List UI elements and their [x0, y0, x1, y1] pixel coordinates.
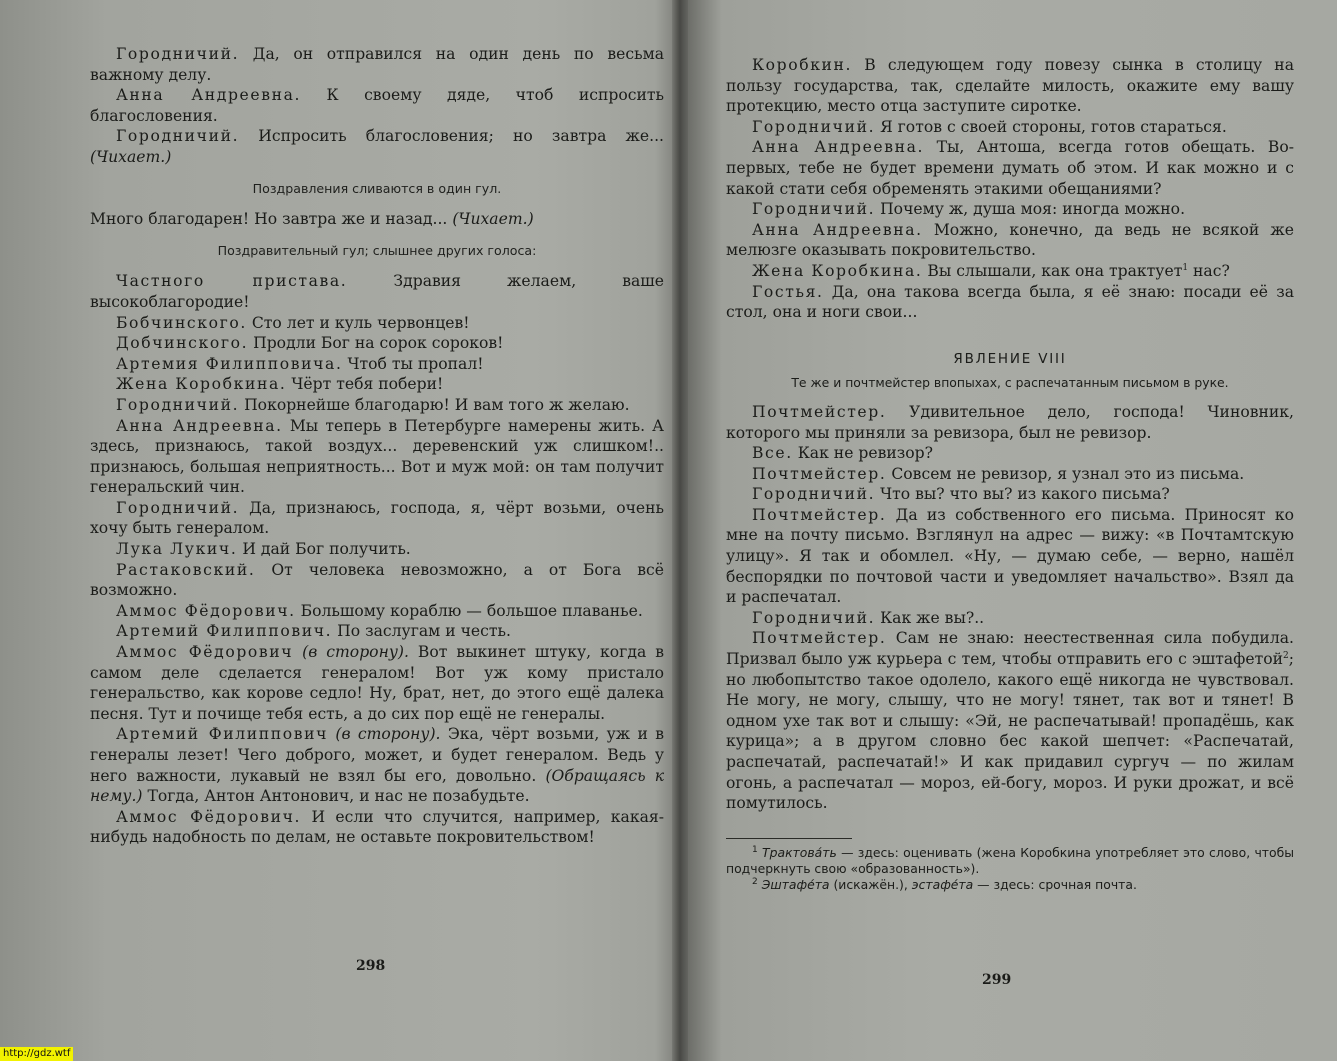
dialogue-line — [726, 628, 1294, 813]
dialogue-line — [90, 271, 664, 312]
dialogue-line — [90, 642, 664, 724]
line-text: Да, она такова всегда была, я её знаю: посади её за стол, она и ноги свои... — [726, 282, 1294, 322]
dialogue-line — [90, 85, 664, 126]
dialogue-line — [726, 505, 1294, 608]
line-text: нас? — [1188, 261, 1230, 280]
scene-subtitle: Те же и почтмейстер впопыхах, с распечатанным письмом в руке. — [791, 375, 1229, 391]
dialogue-line — [726, 443, 1294, 464]
footnote-term: эстафе́та — [911, 876, 974, 892]
left-page-number: 298 — [356, 958, 386, 974]
line-text: Чёрт тебя побери! — [286, 375, 444, 394]
speaker-name: Гостья. — [752, 282, 824, 301]
footnote-number: 2 — [752, 876, 758, 887]
line-text: Сам не знаю: неестественная сила побудила. Призвал было уж курьера с тем, чтобы отправить его с эштафетой — [726, 629, 1294, 669]
line-text: Да, он отправился на один день по весьма важному делу. — [90, 45, 664, 84]
line-text: Вы слышали, как она трактует — [922, 261, 1183, 280]
line-text: Да из собственного его письма. Приносят ко мне на почту письмо. Взглянул на адрес — вижу: «в Почтамтскую улицу». Я так и обомлел. «Ну, — думаю себе, — верно, нашёл беспорядки по почтовой части и уведомляет начальство». Взял да и распечатал. — [726, 505, 1294, 607]
speaker-name: Артемий Филиппович — [116, 725, 329, 744]
speaker-name: Частного пристава. — [116, 272, 348, 291]
speaker-name: Все. — [752, 444, 793, 463]
speaker-name: Анна Андреевна. — [752, 138, 925, 157]
dialogue-line — [90, 601, 664, 622]
line-text: Можно, конечно, да ведь не всякой же мелюзге оказывать покровительство. — [726, 220, 1294, 260]
dialogue-line — [90, 354, 664, 375]
footnote-marker: 2 — [1283, 650, 1289, 661]
footnote-rule — [726, 838, 852, 839]
speaker-name: Анна Андреевна. — [116, 86, 302, 105]
speaker-name: Почтмейстер. — [752, 505, 887, 524]
left-page — [90, 44, 664, 848]
speaker-name: Аммос Фёдорович. — [116, 601, 296, 620]
speaker-name: Коробкин. — [752, 56, 853, 74]
footnote-text: — здесь: оценивать (жена Коробкина употребляет это слово, чтобы подчеркнуть свою «образованность»). — [726, 844, 1294, 876]
right-page-number: 299 — [982, 972, 1012, 988]
line-text: Эка, чёрт возьми, уж и в генералы лезет! Чего доброго, может, и будет генералом. Ведь у него важности, лукавый не взял бы его, довольно. — [90, 725, 665, 785]
right-page-dialogue — [726, 55, 1294, 323]
line-text: Покорнейше благодарю! И вам того ж желаю. — [239, 395, 630, 414]
line-text: Совсем не ревизор, я узнал это из письма. — [886, 464, 1245, 483]
line-text: Продли Бог на сорок сороков! — [248, 334, 504, 353]
speaker-name: Городничий. — [752, 485, 876, 504]
line-text: Как не ревизор? — [792, 444, 934, 463]
stage-remark: (Чихает.) — [90, 147, 172, 166]
line-text: Тогда, Антон Антонович, и нас не позабудьте. — [142, 787, 530, 806]
speaker-name: Жена Коробкина. — [116, 375, 287, 394]
footnotes — [726, 845, 1294, 893]
line-text: Вот выкинет штуку, когда в самом деле сделается генералом! Вот уж кому пристало генеральство, как корове седло! Ну, брат, нет, до этого ещё далека песня. Тут и почище тебя есть, а до сих пор ещё не генералы. — [90, 643, 665, 723]
footnote-marker: 1 — [1182, 262, 1189, 273]
dialogue-line — [90, 539, 664, 560]
dialogue-line — [90, 126, 664, 167]
dialogue-line — [90, 807, 664, 848]
footnote-term: Эштафе́та — [761, 876, 830, 892]
speaker-name: Городничий. — [752, 117, 876, 136]
line-text: Почему ж, душа моя: иногда можно. — [875, 200, 1186, 219]
dialogue-line — [90, 209, 664, 230]
stage-remark: (Чихает.) — [452, 210, 534, 229]
speaker-name: Аммос Фёдорович. — [116, 807, 302, 826]
speaker-name: Анна Андреевна. — [116, 416, 283, 435]
dialogue-line — [726, 402, 1294, 443]
line-text: Здравия желаем, ваше высокоблагородие! — [90, 272, 664, 311]
line-text: Что вы? что вы? из какого письма? — [875, 485, 1170, 504]
line-text: ; но любопытство такое одолело, какого ещё никогда не чувствовал. Не могу, не могу, слышу, что не могу! тянет, так вот и тянет! В одном ухе так вот и слышу: «Эй, не распечатывай! пропадёшь, как курица»; а в другом словно бес какой шепчет: «Распечатай, распечатай, распечатай!» И как придавил сургуч — по жилам огонь, а распечатал — мороз, ей-богу, мороз. И руки дрожат, и всё помутилось. — [726, 650, 1294, 813]
speaker-name: Добчинского. — [116, 334, 249, 353]
stage-remark: (в сторону). — [293, 643, 409, 662]
watermark-link[interactable]: http://gdz.wtf — [0, 1047, 73, 1061]
right-page — [726, 55, 1294, 893]
dialogue-line — [90, 313, 664, 334]
speaker-name: Почтмейстер. — [752, 402, 887, 421]
line-text: Мы теперь в Петербурге намерены жить. А здесь, признаюсь, такой воздух... деревенский уж слишком!.. признаюсь, большая неприятность... Вот и муж мой: он там получит генеральский чин. — [90, 416, 664, 497]
footnote-text: (искажён.), — [829, 876, 912, 892]
line-text: Чтоб ты пропал! — [342, 354, 484, 373]
line-text: Я готов с своей стороны, готов стараться. — [875, 117, 1227, 136]
footnote-number: 1 — [752, 844, 758, 855]
scene-dialogue — [726, 402, 1294, 814]
dialogue-line — [726, 137, 1294, 199]
scene-title: ЯВЛЕНИЕ VIII — [953, 350, 1067, 367]
line-text: Испросить благословения; но завтра же... — [239, 127, 664, 146]
stage-remark: (Обращаясь к нему.) — [90, 766, 665, 806]
line-text: Сто лет и куль червонцев! — [246, 313, 470, 332]
dialogue-line — [90, 724, 664, 806]
dialogue-line — [90, 333, 664, 354]
line-text: К своему дяде, чтоб испросить благословения. — [90, 86, 664, 125]
dialogue-line — [726, 484, 1294, 505]
speaker-name: Городничий. — [752, 200, 876, 219]
dialogue-line — [726, 117, 1294, 138]
speaker-name: Городничий. — [116, 395, 240, 414]
speaker-name: Артемий Филиппович. — [116, 622, 333, 641]
speaker-name: Артемия Филипповича. — [116, 354, 343, 373]
dialogue-line — [726, 220, 1294, 261]
speaker-name: Городничий. — [116, 498, 240, 517]
line-text: И если что случится, например, какая-нибудь надобность по делам, не оставьте покровительством! — [90, 807, 664, 847]
speaker-name: Городничий. — [116, 127, 240, 146]
dialogue-line — [726, 282, 1294, 323]
footnote — [726, 877, 1294, 893]
line-text: Большому кораблю — большое плаванье. — [295, 601, 643, 620]
speaker-name: Почтмейстер. — [752, 464, 887, 483]
speaker-name: Жена Коробкина. — [752, 261, 923, 280]
stage-direction: Поздравительный гул; слышнее других голоса: — [217, 242, 537, 258]
speaker-name: Почтмейстер. — [752, 629, 887, 648]
dialogue-line — [90, 374, 664, 395]
speaker-name: Растаковский. — [116, 560, 256, 579]
dialogue-line — [726, 608, 1294, 629]
line-text: Много благодарен! Но завтра же и назад... — [90, 210, 453, 229]
line-text: Да, признаюсь, господа, я, чёрт возьми, очень хочу быть генералом. — [90, 498, 664, 538]
line-text: Удивительное дело, господа! Чиновник, которого мы приняли за ревизора, был не ревизор. — [726, 402, 1294, 442]
speaker-name: Бобчинского. — [116, 313, 247, 332]
footnote — [726, 845, 1294, 877]
line-text: От человека невозможно, а от Бога всё возможно. — [90, 560, 664, 600]
dialogue-line — [726, 55, 1294, 117]
dialogue-line — [90, 395, 664, 416]
line-text: В следующем году повезу сынка в столицу на пользу государства, так, сделайте милость, окажите ему вашу протекцию, место отца заступите сиротке. — [726, 56, 1294, 116]
dialogue-line — [90, 621, 664, 642]
dialogue-line — [726, 464, 1294, 485]
book-gutter — [672, 0, 688, 1061]
footnote-text: — здесь: срочная почта. — [973, 876, 1137, 892]
dialogue-line — [90, 416, 664, 498]
speaker-name: Лука Лукич. — [116, 540, 238, 559]
dialogue-line — [90, 498, 664, 539]
line-text: По заслугам и честь. — [332, 622, 511, 641]
dialogue-line — [90, 44, 664, 85]
line-text: И дай Бог получить. — [237, 540, 411, 559]
speaker-name: Анна Андреевна. — [752, 220, 923, 239]
speaker-name: Аммос Фёдорович — [116, 643, 294, 662]
stage-remark: (в сторону). — [328, 725, 441, 744]
dialogue-line — [90, 560, 664, 601]
line-text: Как же вы?.. — [875, 608, 985, 627]
speaker-name: Городничий. — [116, 45, 240, 63]
stage-direction: Поздравления сливаются в один гул. — [252, 180, 502, 196]
footnote-term: Трактова́ть — [762, 844, 837, 860]
dialogue-line — [726, 261, 1294, 282]
dialogue-line — [726, 199, 1294, 220]
speaker-name: Городничий. — [752, 608, 876, 627]
line-text: Ты, Антоша, всегда готов обещать. Во-первых, тебе не будет времени думать об этом. И как можно и с какой стати себя обременять этакими обещаниями? — [726, 138, 1294, 198]
